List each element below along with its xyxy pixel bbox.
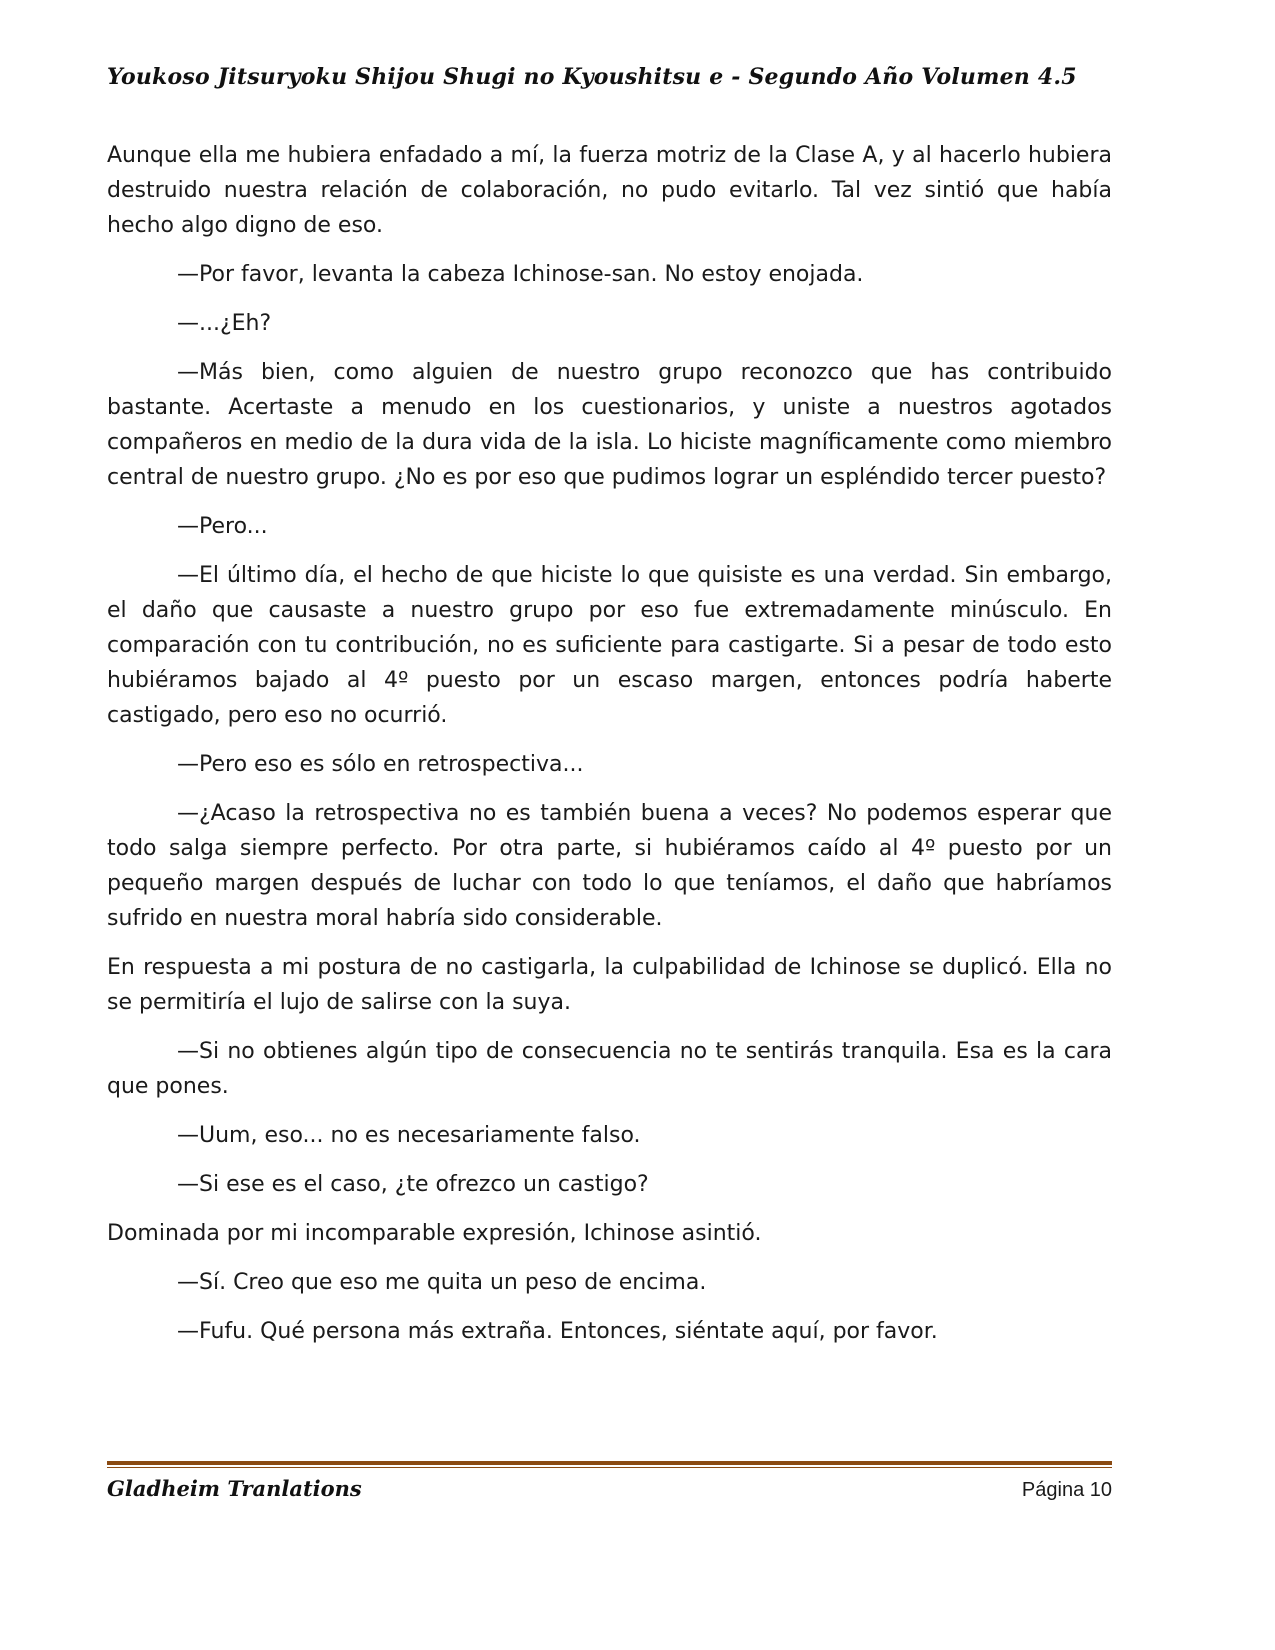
footer-divider xyxy=(107,1461,1112,1468)
paragraph: —Sí. Creo que eso me quita un peso de encima. xyxy=(177,1270,707,1295)
paragraph: —El último día, el hecho de que hiciste lo que quisiste es una verdad. Sin embargo, el daño que causaste a nuestro grupo por eso fue extremadamente minúsculo. En comparación con tu contribución, no es suficiente para castigarte. Si a pesar de todo esto hubiéramos bajado al 4º puesto por un escaso margen, entonces podría haberte castigado, pero eso no ocurrió. xyxy=(107,563,1112,728)
footer-row xyxy=(107,1476,1112,1502)
footer-translator: Gladheim Tranlations xyxy=(107,1476,362,1501)
paragraph: Aunque ella me hubiera enfadado a mí, la fuerza motriz de la Clase A, y al hacerlo hubiera destruido nuestra relación de colaboración, no pudo evitarlo. Tal vez sintió que había hecho algo digno de eso. xyxy=(107,143,1112,238)
paragraph: En respuesta a mi postura de no castigarla, la culpabilidad de Ichinose se duplicó. Ella no se permitiría el lujo de salirse con la suya. xyxy=(107,955,1112,1015)
page-footer xyxy=(107,1461,1112,1502)
paragraph: —Si ese es el caso, ¿te ofrezco un castigo? xyxy=(177,1172,649,1197)
page-header xyxy=(107,64,1115,90)
paragraph: —Fufu. Qué persona más extraña. Entonces, siéntate aquí, por favor. xyxy=(177,1319,938,1344)
paragraph: —¿Acaso la retrospectiva no es también buena a veces? No podemos esperar que todo salga siempre perfecto. Por otra parte, si hubiéramos caído al 4º puesto por un pequeño margen después de luchar con todo lo que teníamos, el daño que habríamos sufrido en nuestra moral habría sido considerable. xyxy=(107,801,1112,931)
paragraph: —Más bien, como alguien de nuestro grupo reconozco que has contribuido bastante. Acertaste a menudo en los cuestionarios, y uniste a nuestros agotados compañeros en medio de la dura vida de la isla. Lo hiciste magníficamente como miembro central de nuestro grupo. ¿No es por eso que pudimos lograr un espléndido tercer puesto? xyxy=(107,360,1112,490)
footer-page-number: Página 10 xyxy=(1021,1479,1112,1501)
paragraph: —Pero eso es sólo en retrospectiva... xyxy=(177,752,584,777)
header-title: Youkoso Jitsuryoku Shijou Shugi no Kyoushitsu e - Segundo Año Volumen 4.5 xyxy=(107,64,1077,90)
paragraph: —Uum, eso... no es necesariamente falso. xyxy=(177,1123,641,1148)
paragraph: Dominada por mi incomparable expresión, Ichinose asintió. xyxy=(107,1221,762,1246)
paragraph: —...¿Eh? xyxy=(177,311,272,336)
paragraph: —Si no obtienes algún tipo de consecuencia no te sentirás tranquila. Esa es la cara que pones. xyxy=(107,1039,1112,1099)
paragraph: —Por favor, levanta la cabeza Ichinose-san. No estoy enojada. xyxy=(177,262,864,287)
paragraph: —Pero... xyxy=(177,514,268,539)
document-body xyxy=(107,138,1112,1363)
